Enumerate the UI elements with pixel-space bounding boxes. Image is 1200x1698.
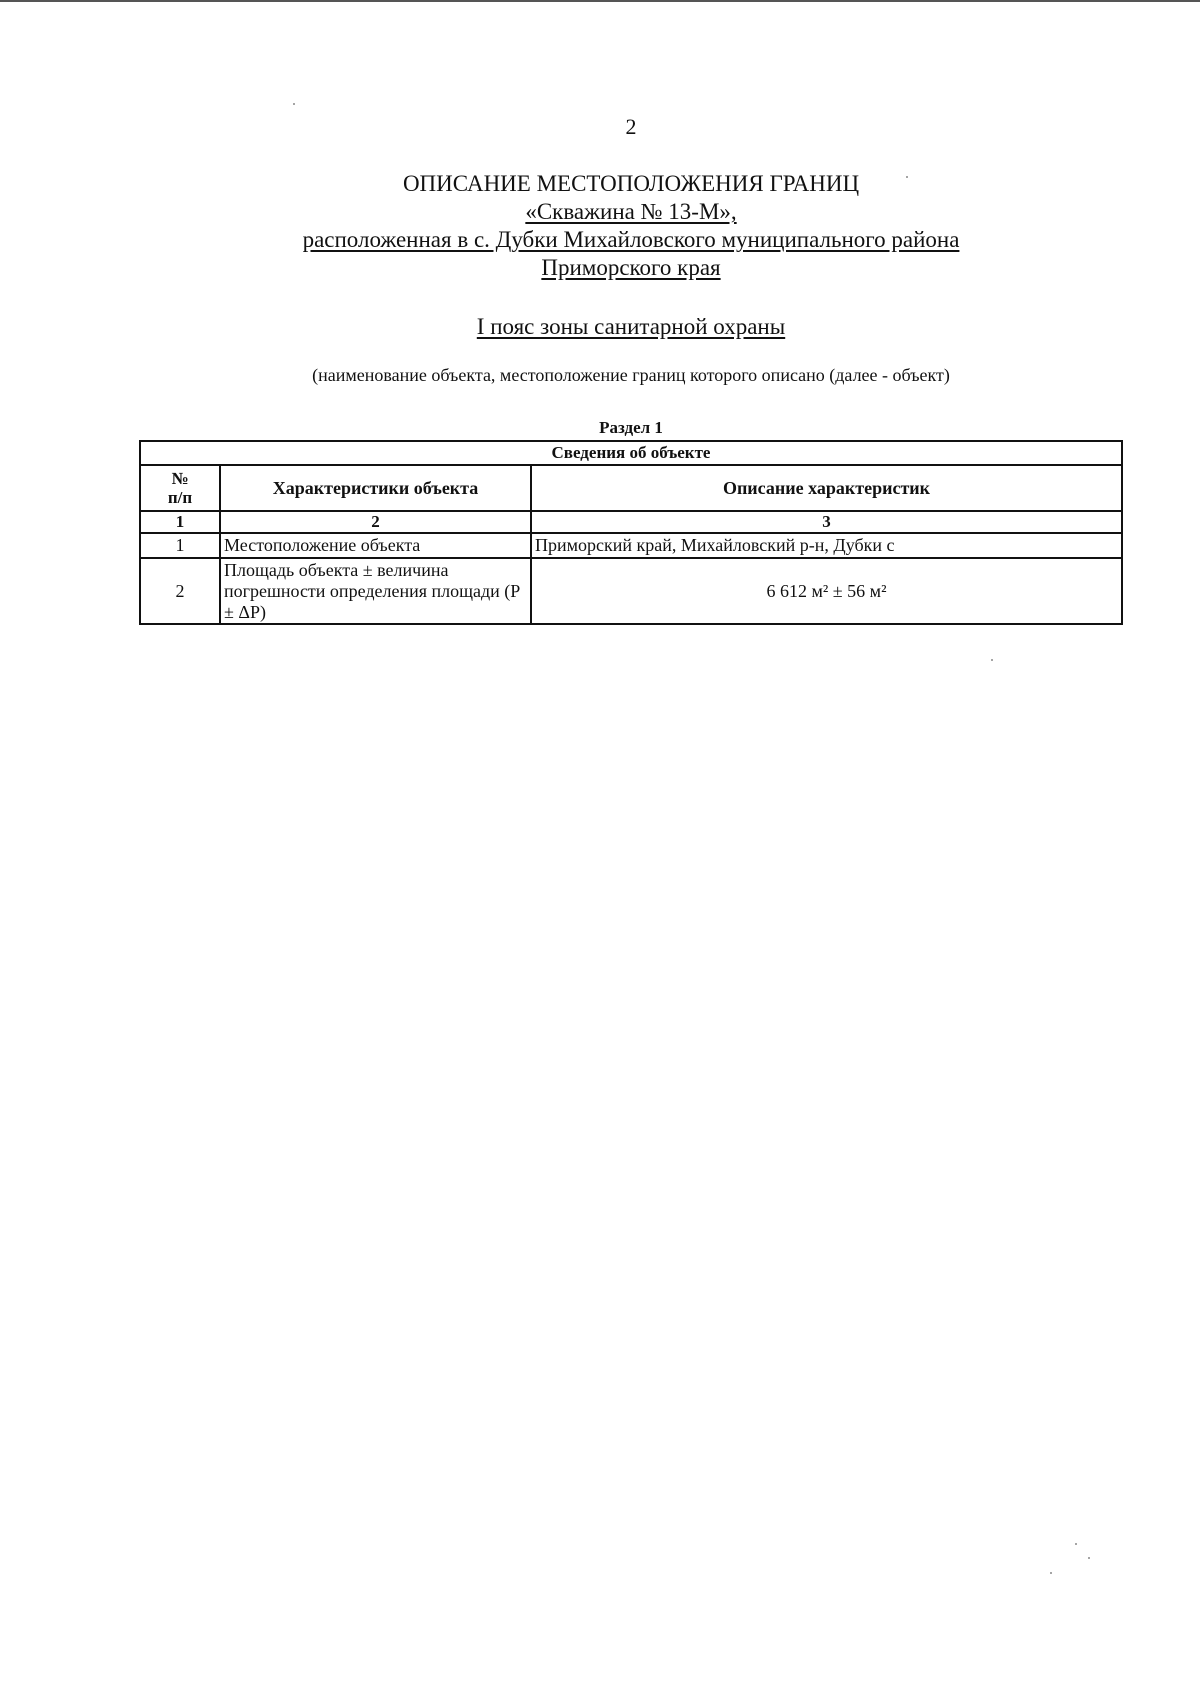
- table-row: [140, 533, 1122, 558]
- scan-speck: [1050, 1572, 1052, 1574]
- row-description: 6 612 м² ± 56 м²: [531, 558, 1122, 624]
- document-title: [0, 170, 1200, 282]
- zone-title-text: I пояс зоны санитарной охраны: [476, 314, 786, 339]
- title-line-3: расположенная в с. Дубки Михайловского муниципального района: [302, 227, 960, 252]
- header-number-line2: п/п: [167, 488, 193, 507]
- row-description: Приморский край, Михайловский р-н, Дубки с: [531, 533, 1122, 558]
- header-characteristics: Характеристики объекта: [220, 465, 531, 511]
- row-characteristic: Площадь объекта ± величина погрешности определения площади (Р ± ΔР): [220, 558, 531, 624]
- header-number-line1: №: [171, 469, 189, 488]
- object-info-table: [139, 440, 1123, 625]
- column-number-2: 2: [220, 511, 531, 533]
- header-number: [140, 465, 220, 511]
- page-top-edge: [0, 0, 1200, 2]
- column-numbers-row: [140, 511, 1122, 533]
- column-number-1: 1: [140, 511, 220, 533]
- table-header-row: [140, 465, 1122, 511]
- scan-speck: [293, 103, 295, 105]
- scan-speck: [991, 659, 993, 661]
- row-number: 1: [140, 533, 220, 558]
- column-number-3: 3: [531, 511, 1122, 533]
- scan-speck: [1088, 1557, 1090, 1559]
- zone-title: [0, 314, 1200, 340]
- table-caption-row: [140, 441, 1122, 465]
- row-number: 2: [140, 558, 220, 624]
- row-characteristic: Местоположение объекта: [220, 533, 531, 558]
- table-row: [140, 558, 1122, 624]
- scan-speck: [1075, 1543, 1077, 1545]
- header-description: Описание характеристик: [531, 465, 1122, 511]
- title-line-2: «Скважина № 13-М»,: [525, 199, 737, 224]
- table-caption: Сведения об объекте: [140, 441, 1122, 465]
- title-line-1: ОПИСАНИЕ МЕСТОПОЛОЖЕНИЯ ГРАНИЦ: [402, 171, 860, 196]
- page-number: 2: [625, 114, 637, 139]
- title-line-4: Приморского края: [541, 255, 721, 280]
- object-caption: (наименование объекта, местоположение границ которого описано (далее - объект): [312, 365, 950, 385]
- scan-speck: [906, 176, 908, 178]
- section-label: Раздел 1: [599, 418, 663, 437]
